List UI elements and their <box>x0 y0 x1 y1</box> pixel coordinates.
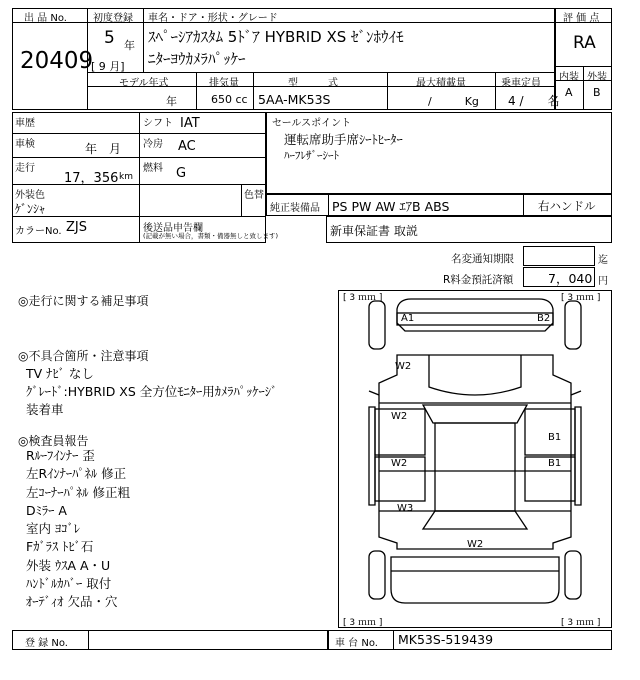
inspection-label: 車検 <box>15 139 35 150</box>
recycle-label: R料金預託済額 <box>443 274 514 286</box>
score-value: RA <box>573 33 596 53</box>
inspector-title: ◎検査員報告 <box>18 434 89 448</box>
tire-tag-rear-right: [ 3 ｍｍ ] <box>561 618 601 628</box>
history-label: 車歴 <box>15 118 35 129</box>
inspector-line: ｵｰﾃﾞｨｵ 欠品・穴 <box>26 594 118 609</box>
load-label: 最大積載量 <box>416 78 466 89</box>
year-unit: 年 <box>124 39 135 52</box>
defect-line: ｸﾞﾚｰﾄﾞ:HYBRID XS 全方位ﾓﾆﾀｰ用ｶﾒﾗﾊﾟｯｹｰｼﾞ <box>26 384 278 399</box>
wheel-front-right <box>565 301 581 349</box>
inspector-line: Dﾐﾗｰ A <box>26 503 67 518</box>
inspector-line: Fｶﾞﾗｽ ﾄﾋﾞ石 <box>26 539 94 554</box>
color-no-label: カラーNo. <box>15 226 62 237</box>
car-name-line-2: ﾆﾀｰﾖｳｶﾒﾗﾊﾟｯｹｰ <box>148 50 246 68</box>
defects-title: ◎不具合箇所・注意事項 <box>18 349 149 363</box>
defect-line: TV ﾅﾋﾞ なし <box>26 366 94 381</box>
interior-label: 内装 <box>559 72 579 83</box>
damage-mark-b1-right-rear: B1 <box>548 458 562 469</box>
wheel-front-left <box>369 301 385 349</box>
car-name-label: 車名・ドア・形状・グレード <box>148 13 278 24</box>
mileage-unit: km <box>119 172 133 182</box>
fuel-label: 燃料 <box>143 163 163 174</box>
wheel-rear-right <box>565 551 581 599</box>
displacement-value: 650 cc <box>211 93 248 106</box>
score-label: 評 価 点 <box>563 13 600 24</box>
car-diagram <box>339 291 611 627</box>
capacity-value: 4 / 名 <box>508 94 560 108</box>
damage-mark-a1: A1 <box>401 313 415 324</box>
color-no-value: ZJS <box>66 220 87 235</box>
color-change-label: 色替 <box>244 190 264 201</box>
lot-number: 20409 <box>20 48 94 74</box>
lot-label: 出 品 No. <box>24 13 67 24</box>
car-diagram-box <box>338 290 612 628</box>
car-front-view <box>397 299 553 331</box>
selling-point-2: ﾊｰﾌﾚｻﾞｰｼｰﾄ <box>284 149 339 162</box>
exterior-label: 外装 <box>587 72 607 83</box>
name-change-label: 名変通知期限 <box>451 253 514 265</box>
reg-month: [ 9 月] <box>91 60 125 73</box>
inspector-line: 左Rｲﾝﾅｰﾊﾟﾈﾙ 修正 <box>26 466 127 481</box>
inspector-line: 左ｺｰﾅｰﾊﾟﾈﾙ 修正粗 <box>26 485 130 500</box>
inspector-line: ﾊﾝﾄﾞﾙｶﾊﾞｰ 取付 <box>26 576 112 591</box>
shift-label: シフト <box>143 118 173 129</box>
warranty-value: 新車保証書 取説 <box>330 224 418 238</box>
ac-value: AC <box>178 139 196 154</box>
defect-line: 装着車 <box>26 402 64 417</box>
type-label: 型 式 <box>288 78 338 89</box>
damage-mark-b2: B2 <box>537 313 551 324</box>
selling-point-label: セールスポイント <box>272 118 352 129</box>
car-top-view <box>379 355 571 549</box>
model-year-unit: 年 <box>166 95 177 108</box>
chassis-number: MK53S-519439 <box>398 632 494 647</box>
selling-point-1: 運転席助手席ｼｰﾄﾋｰﾀｰ <box>284 132 403 147</box>
damage-mark-w2-rear-door: W2 <box>391 458 408 469</box>
interior-grade: A <box>565 86 573 99</box>
mileage-label: 走行 <box>15 163 35 174</box>
inspector-line: 室内 ﾖｺﾞﾚ <box>26 521 80 536</box>
recycle-value: 7，040 <box>548 271 593 286</box>
mileage-value: 17，356 <box>64 171 119 186</box>
doc-note: (記載が無い場合，書類・備器無しと致します) <box>143 232 279 240</box>
model-year-label: モデル年式 <box>119 78 169 89</box>
exterior-color-value: ｹﾞﾝｼｬ <box>15 202 46 216</box>
tire-tag-front-right: [ 3 ｍｍ ] <box>561 293 601 303</box>
damage-mark-b1-right-front: B1 <box>548 432 562 443</box>
recycle-unit: 円 <box>598 276 608 287</box>
ac-label: 冷房 <box>143 139 163 150</box>
inspection-value: 年 月 <box>85 142 122 156</box>
damage-mark-w2-door: W2 <box>391 411 408 422</box>
tire-tag-rear-left: [ 3 ｍｍ ] <box>343 618 383 628</box>
car-name-line-1: ｽﾍﾟｰｼｱｶｽﾀﾑ 5ﾄﾞｱ HYBRID XS ｾﾞﾝﾎｳｲﾓ <box>148 28 404 46</box>
first-reg-label: 初度登録 <box>93 13 133 24</box>
fuel-value: G <box>176 166 187 181</box>
exterior-grade: B <box>593 86 601 99</box>
doc-label: 後送品申告欄 <box>143 223 203 234</box>
chassis-label: 車 台 No. <box>335 638 378 649</box>
reg-year: 5 <box>104 28 115 48</box>
damage-mark-w2-rear: W2 <box>467 539 484 550</box>
car-rear-view <box>391 557 559 603</box>
damage-mark-w2-front: W2 <box>395 361 412 372</box>
displacement-label: 排気量 <box>209 78 239 89</box>
driving-notes-title: ◎走行に関する補足事項 <box>18 294 149 308</box>
name-change-unit: 迄 <box>598 255 608 266</box>
capacity-label: 乗車定員 <box>501 78 541 89</box>
name-change-box <box>523 246 595 266</box>
reg-no-label: 登 録 No. <box>25 638 68 649</box>
load-value: / Kg <box>428 95 479 108</box>
inspector-line: Rﾙｰﾌｲﾝﾅｰ 歪 <box>26 448 95 463</box>
inspector-line: 外装 ｳｽA A・U <box>26 558 111 573</box>
wheel-rear-left <box>369 551 385 599</box>
exterior-color-label: 外装色 <box>15 190 45 201</box>
type-value: 5AA-MK53S <box>258 92 331 107</box>
damage-mark-w3: W3 <box>397 503 414 514</box>
equipment-value: PS PW AW ｴｱB ABS <box>332 199 450 214</box>
handle-value: 右ハンドル <box>538 199 596 213</box>
tire-tag-front-left: [ 3 ｍｍ ] <box>343 293 383 303</box>
equipment-label: 純正装備品 <box>270 203 320 214</box>
shift-value: IAT <box>180 116 200 131</box>
